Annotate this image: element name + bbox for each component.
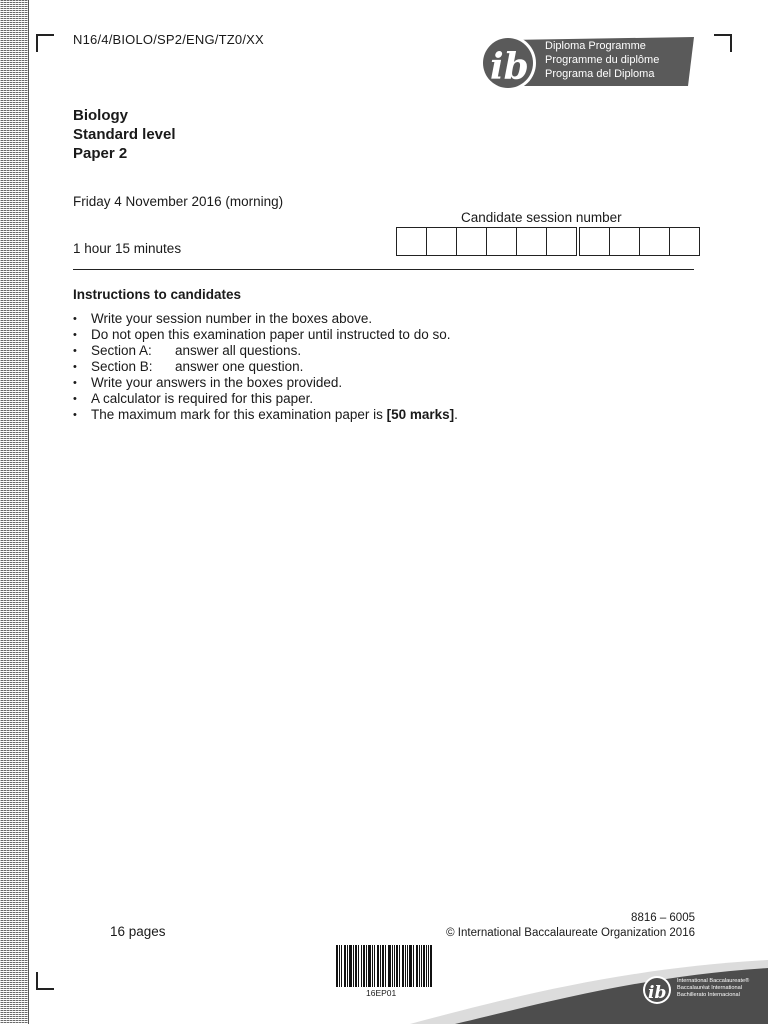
instruction-item bbox=[73, 359, 458, 375]
org-line: Bachillerato Internacional bbox=[677, 992, 740, 998]
session-digit-box[interactable] bbox=[396, 227, 427, 256]
instruction-item bbox=[73, 375, 458, 391]
programme-line: Programme du diplôme bbox=[545, 54, 660, 66]
section-label: Section B: bbox=[91, 359, 153, 374]
subject-title: Biology bbox=[73, 107, 128, 124]
instruction-text: Write your session number in the boxes above. bbox=[91, 311, 373, 326]
page-count: 16 pages bbox=[110, 924, 166, 939]
instruction-text: answer one question. bbox=[175, 359, 304, 374]
instruction-item bbox=[73, 327, 458, 343]
org-line: International Baccalaureate® bbox=[677, 978, 750, 984]
session-digit-box[interactable] bbox=[516, 227, 547, 256]
programme-line: Programa del Diploma bbox=[545, 68, 655, 80]
programme-names bbox=[545, 39, 659, 81]
subject-block bbox=[73, 106, 176, 163]
instruction-item bbox=[73, 407, 458, 423]
instruction-text: Write your answers in the boxes provided. bbox=[91, 375, 343, 390]
instructions-list bbox=[73, 311, 458, 423]
session-digit-box[interactable] bbox=[456, 227, 487, 256]
instruction-item bbox=[73, 311, 458, 327]
divider-rule bbox=[73, 269, 694, 270]
exam-date: Friday 4 November 2016 (morning) bbox=[73, 194, 284, 209]
paper-reference: 8816 – 6005 bbox=[631, 912, 695, 924]
barcode-label: 16EP01 bbox=[366, 988, 397, 998]
org-line: Baccalauréat International bbox=[677, 985, 742, 991]
subject-level: Standard level bbox=[73, 126, 176, 143]
programme-line: Diploma Programme bbox=[545, 40, 646, 52]
crop-mark-top-left bbox=[36, 34, 54, 52]
copyright-notice: © International Baccalaureate Organization 2016 bbox=[446, 927, 695, 939]
hatched-margin bbox=[0, 0, 29, 1024]
instruction-end: . bbox=[454, 407, 458, 422]
instruction-item bbox=[73, 391, 458, 407]
max-marks: [50 marks] bbox=[386, 407, 455, 422]
session-digit-box[interactable] bbox=[639, 227, 670, 256]
footer-org-names bbox=[677, 978, 749, 999]
session-digit-box[interactable] bbox=[669, 227, 700, 256]
instructions-title: Instructions to candidates bbox=[73, 287, 242, 302]
session-digit-box[interactable] bbox=[546, 227, 577, 256]
instruction-text: Do not open this examination paper until instructed to do so. bbox=[91, 327, 451, 342]
instruction-text: The maximum mark for this examination paper is bbox=[91, 407, 387, 422]
session-digit-box[interactable] bbox=[609, 227, 640, 256]
session-number-boxes bbox=[397, 227, 700, 255]
session-digit-box[interactable] bbox=[579, 227, 610, 256]
instruction-text: answer all questions. bbox=[175, 343, 302, 358]
instruction-text: A calculator is required for this paper. bbox=[91, 391, 314, 406]
crop-mark-top-right bbox=[714, 34, 732, 52]
instruction-item bbox=[73, 343, 458, 359]
paper-number: Paper 2 bbox=[73, 145, 128, 162]
exam-duration: 1 hour 15 minutes bbox=[73, 241, 182, 256]
section-label: Section A: bbox=[91, 343, 152, 358]
svg-text:ib: ib bbox=[648, 983, 667, 1003]
session-digit-box[interactable] bbox=[426, 227, 457, 256]
session-number-label: Candidate session number bbox=[461, 210, 622, 225]
svg-text:ib: ib bbox=[490, 46, 529, 88]
session-digit-box[interactable] bbox=[486, 227, 517, 256]
exam-code: N16/4/BIOLO/SP2/ENG/TZ0/XX bbox=[73, 32, 264, 47]
barcode-icon bbox=[336, 945, 432, 987]
